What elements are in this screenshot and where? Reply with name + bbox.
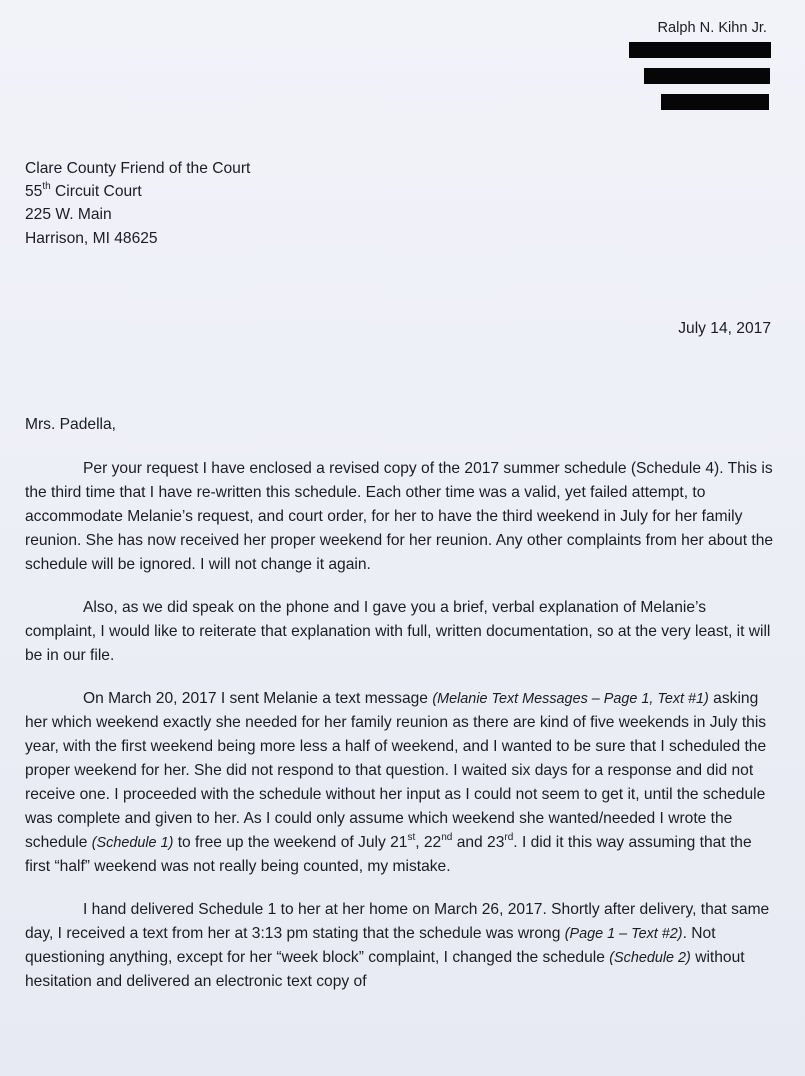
paragraph-3-text-g: and 23 — [452, 834, 505, 851]
recipient-court-suffix: th — [42, 181, 51, 193]
paragraph-3-text-f: , 22 — [415, 834, 442, 851]
sender-name: Ralph N. Kihn Jr. — [657, 20, 767, 36]
paragraph-3-text-c: asking her which weekend exactly she needed for her family reunion as there are kind of five weekends in July this year, with the first weekend being more less a half of weekend, and I wanted to be sure that I scheduled the proper weekend for her. She did not respond to that question. I waited six days for a response and did not receive one. I proceeded with the schedule without her input as I could not seem to get it, until the schedule was complete and given to her. As I could only assume which weekend she wanted/needed I wrote the schedule — [25, 690, 767, 851]
paragraph-4-citation-2: (Schedule 2) — [609, 950, 691, 966]
paragraph-4-text-c: . Not questioning anything, except for her “week block” complaint, I changed the schedule — [25, 925, 716, 966]
paragraph-3-text-h: . I did it this way assuming that the first “half” weekend was not really being counted, my mistake. — [25, 834, 752, 875]
recipient-address — [25, 157, 250, 250]
redacted-address-line-1 — [629, 42, 771, 58]
letter-body — [25, 457, 777, 1013]
recipient-line-3: 225 W. Main — [25, 206, 112, 224]
redacted-address-line-3 — [661, 94, 769, 110]
paragraph-3-sup-rd: rd — [504, 831, 514, 843]
paragraph-3-sup-st: st — [407, 831, 416, 843]
sender-block — [629, 18, 769, 110]
paragraph-4-citation-1: (Page 1 – Text #2) — [564, 926, 683, 942]
redacted-address-line-2 — [644, 68, 770, 84]
recipient-court-number: 55 — [25, 183, 43, 201]
paragraph-3-citation-1: (Melanie Text Messages – Page 1, Text #1) — [432, 691, 709, 707]
paragraph-2: Also, as we did speak on the phone and I gave you a brief, verbal explanation of Melanie’s complaint, I would like to reiterate that explanation with full, written documentation, so at the very least, it will be in our file. — [25, 599, 771, 664]
recipient-line-2 — [25, 180, 250, 203]
paragraph-4-text-e: without hesitation and delivered an electronic text copy of — [25, 949, 745, 990]
paragraph-3-citation-2: (Schedule 1) — [91, 835, 174, 851]
paragraph-4 — [25, 898, 777, 994]
paragraph-3 — [25, 687, 777, 879]
recipient-line-1: Clare County Friend of the Court — [25, 160, 251, 177]
paragraph-1: Per your request I have enclosed a revised copy of the 2017 summer schedule (Schedule 4). This is the third time that I have re-written this schedule. Each other time was a valid, yet failed attempt, to accommodate Melanie’s request, and court order, for her to have the third weekend in July for her family reunion. She has now received her proper weekend for her reunion. Any other complaints from her about the schedule will be ignored. I will not change it again. — [25, 460, 774, 573]
recipient-line-4: Harrison, MI 48625 — [25, 229, 158, 247]
letter-date: July 14, 2017 — [678, 320, 771, 337]
recipient-court-name: Circuit Court — [50, 183, 142, 201]
paragraph-3-text-a: On March 20, 2017 I sent Melanie a text message — [83, 690, 433, 707]
salutation: Mrs. Padella, — [25, 416, 116, 433]
paragraph-3-sup-nd: nd — [441, 831, 453, 843]
paragraph-3-text-e: to free up the weekend of July 21 — [173, 834, 408, 851]
paragraph-4-text-a: I hand delivered Schedule 1 to her at her home on March 26, 2017. Shortly after delivery, that same day, I received a text from her at 3:13 pm stating that the schedule was wrong — [25, 901, 770, 942]
